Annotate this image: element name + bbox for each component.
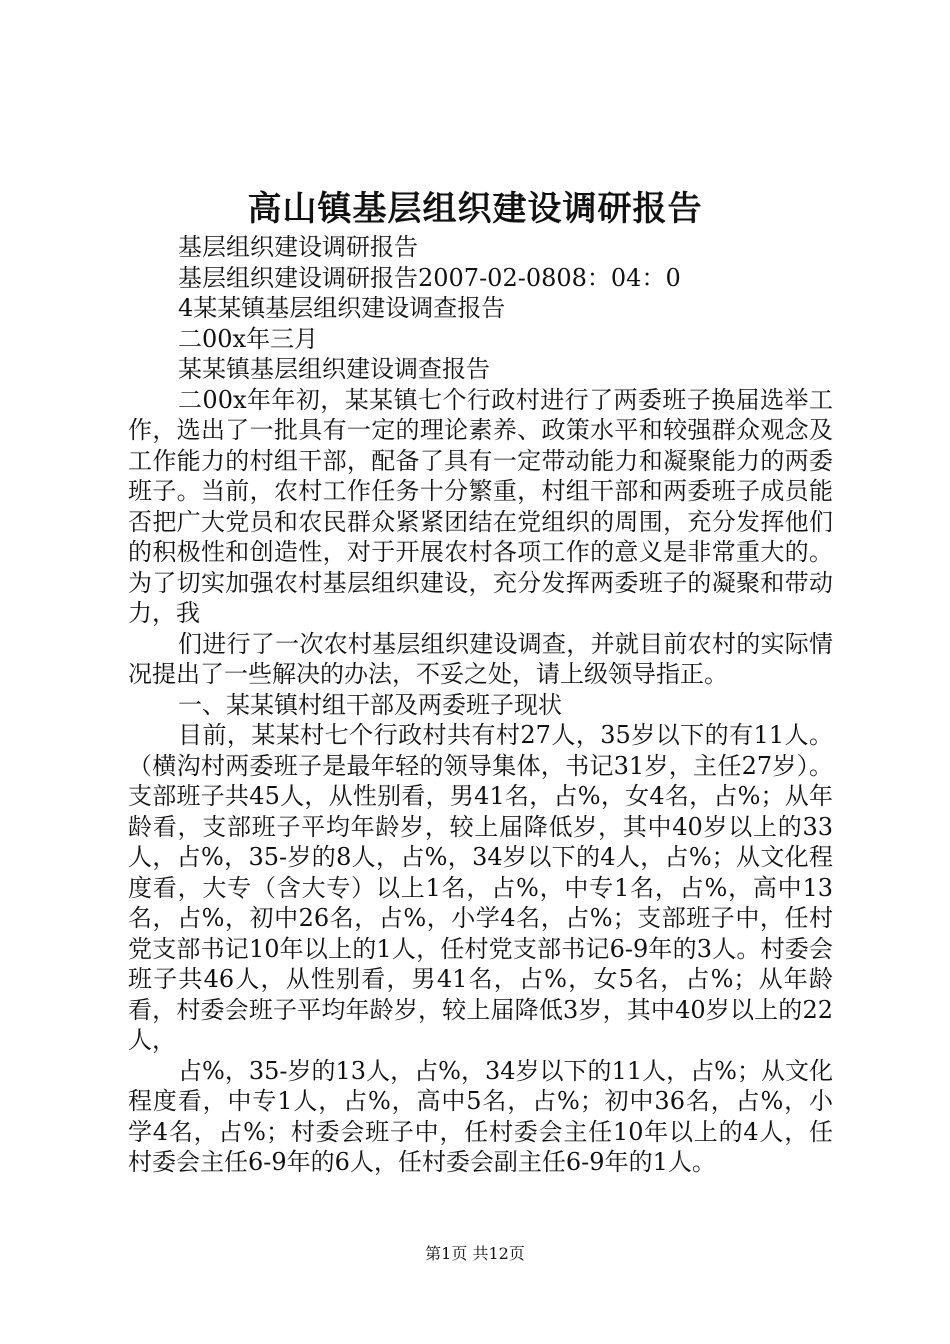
paragraph: 某某镇基层组织建设调查报告 <box>178 355 490 383</box>
paragraph: 4某某镇基层组织建设调查报告 <box>178 294 506 322</box>
document-title: 高山镇基层组织建设调研报告 <box>247 189 703 229</box>
paragraph: 们进行了一次农村基层组织建设调查，并就目前农村的实际情况提出了一些解决的办法，不妥之处，请上级领导指正。 <box>128 629 833 688</box>
document-body <box>128 232 833 1178</box>
section-heading: 一、某某镇村组干部及两委班子现状 <box>178 690 562 719</box>
paragraph: 目前，某某村七个行政村共有村27人，35岁以下的有11人。（横沟村两委班子是最年轻的领导集体，书记31岁，主任27岁）。支部班子共45人，从性别看，男41名，占%，女4名，占%；从年龄看，支部班子平均年龄岁，较上届降低岁，其中40岁以上的33人，占%，35-岁的8人，占%，34岁以下的4人，占%；从文化程度看，大专（含大专）以上1名，占%，中专1名，占%，高中13名，占%，初中26名，占%，小学4名，占%；支部班子中，任村党支部书记10年以上的1人，任村党支部书记6-9年的3人。村委会班子共46人，从性别看，男41名，占%，女5名，占%；从年龄看，村委会班子平均年龄岁，较上届降低3岁，其中40岁以上的22人， <box>128 721 833 1054</box>
paragraph: 二00x年年初，某某镇七个行政村进行了两委班子换届选举工作，选出了一批具有一定的理论素养、政策水平和较强群众观念及工作能力的村组干部，配备了具有一定带动能力和凝聚能力的两委班子。当前，农村工作任务十分繁重，村组干部和两委班子成员能否把广大党员和农民群众紧紧团结在党组织的周围，充分发挥他们的积极性和创造性，对于开展农村各项工作的意义是非常重大的。为了切实加强农村基层组织建设，充分发挥两委班子的凝聚和带动力，我 <box>128 385 833 627</box>
paragraph: 基层组织建设调研报告 <box>178 233 418 261</box>
paragraph: 基层组织建设调研报告2007-02-0808：04：0 <box>178 263 681 292</box>
paragraph: 二00x年三月 <box>178 324 319 353</box>
paragraph: 占%，35-岁的13人，占%，34岁以下的11人，占%；从文化程度看，中专1人，占%，高中5名，占%；初中36名，占%，小学4名，占%；村委会班子中，任村委会主任10年以上的4人，任村委会主任6-9年的6人，任村委会副主任6-9年的1人。 <box>128 1056 833 1176</box>
page-footer: 第1页 共12页 <box>425 1244 525 1263</box>
